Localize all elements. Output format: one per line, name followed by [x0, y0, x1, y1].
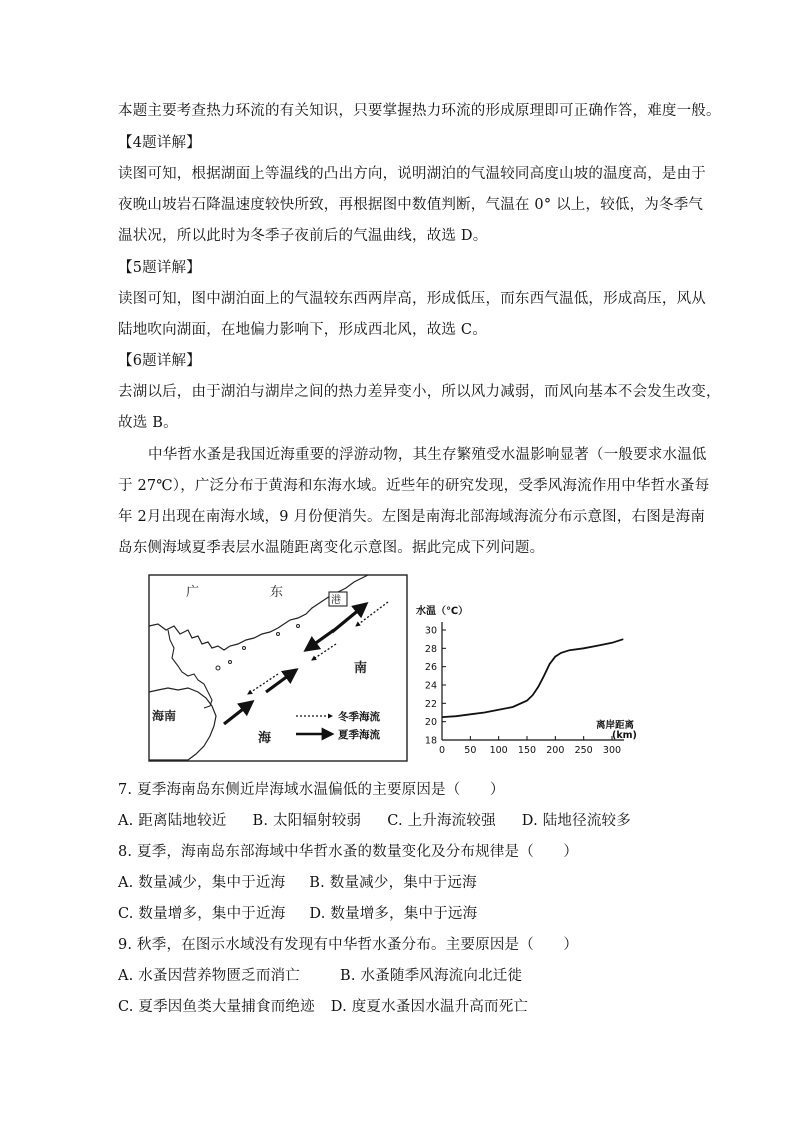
label-hai: 海	[258, 731, 272, 746]
option-9d: D. 度夏水蚤因水温升高而死亡	[330, 999, 529, 1015]
heading-q4-detail: 【4题详解】	[118, 135, 201, 151]
paragraph-q4-line1: 读图可知，根据湖面上等温线的凸出方向，说明湖泊的气温较同高度山坡的温度高，是由于	[118, 166, 706, 182]
label-guang: 广	[186, 585, 200, 600]
question-9-options-row2	[118, 997, 688, 1017]
option-9a: A. 水蚤因营养物匮乏而消亡	[118, 968, 300, 984]
y-axis-label: 水温（℃）	[416, 606, 469, 617]
y-tick-label: 30	[424, 625, 437, 637]
paragraph-summary: 本题主要考查热力环流的有关知识，只要掌握热力环流的形成原理即可正确作答，难度一般。	[118, 103, 721, 119]
option-8c: C. 数量增多，集中于近海	[118, 906, 286, 922]
label-hainan: 海南	[152, 709, 177, 723]
option-7b: B. 太阳辐射较弱	[252, 813, 362, 829]
material-line1: 中华哲水蚤是我国近海重要的浮游动物，其生存繁殖受水温影响显著（一般要求水温低	[148, 447, 707, 463]
question-8-stem: 8. 夏季，海南岛东部海域中华哲水蚤的数量变化及分布规律是（ ）	[118, 844, 579, 860]
paragraph-q4-line3: 温状况，所以此时为冬季子夜前后的气温曲线，故选 D。	[118, 228, 488, 244]
question-7-options	[118, 811, 688, 831]
option-8a: A. 数量减少，集中于近海	[118, 875, 286, 891]
option-8b: B. 数量减少，集中于远海	[309, 875, 477, 891]
question-8-options-row2	[118, 904, 688, 924]
option-9c: C. 夏季因鱼类大量捕食而绝迹	[118, 999, 315, 1015]
label-nan: 南	[354, 661, 368, 676]
paragraph-q4-line2: 夜晚山坡岩石降温速度较快所致，再根据图中数值判断，气温在 0° 以上，较低，为冬季气	[118, 197, 704, 213]
y-tick-label: 20	[424, 717, 437, 729]
x-tick-label: 300	[602, 745, 622, 756]
paragraph-q5-line2: 陆地吹向湖面，在地偏力影响下，形成西北风，故选 C。	[118, 322, 487, 338]
label-dong: 东	[270, 585, 284, 600]
y-tick-label: 26	[424, 662, 437, 674]
legend-summer-label: 夏季海流	[338, 729, 380, 741]
x-tick-label: 0	[438, 745, 446, 756]
heading-q6-detail: 【6题详解】	[118, 353, 201, 369]
y-tick-label: 28	[424, 643, 437, 655]
material-line2: 于 27℃），广泛分布于黄海和东海水域。近些年的研究发现，受季风海流作用中华哲水蚤每	[118, 478, 710, 494]
temperature-curve	[442, 639, 623, 717]
option-7d: D. 陆地径流较多	[521, 813, 631, 829]
heading-q5-detail: 【5题详解】	[118, 260, 201, 276]
option-9b: B. 水蚤随季风海流向北迁徙	[340, 968, 523, 984]
question-7-stem: 7. 夏季海南岛东侧近岸海域水温偏低的主要原因是（ ）	[118, 782, 505, 798]
question-9-stem: 9. 秋季，在图示水域没有发现有中华哲水蚤分布。主要原因是（ ）	[118, 937, 579, 953]
material-line4: 岛东侧海域夏季表层水温随距离变化示意图。据此完成下列问题。	[118, 540, 545, 556]
south-china-sea-current-map	[148, 574, 408, 762]
x-axis-label: 离岸距离	[596, 720, 635, 731]
y-tick-label: 22	[424, 698, 437, 710]
option-8d: D. 数量增多，集中于远海	[309, 906, 478, 922]
paragraph-q6-line1: 去湖以后，由于湖泊与湖岸之间的热力差异变小，所以风力减弱，而风向基本不会发生改变，	[118, 384, 721, 400]
x-axis-unit: (km)	[612, 730, 637, 741]
legend-winter-label: 冬季海流	[338, 711, 380, 723]
x-tick-label: 50	[464, 745, 477, 756]
option-7a: A. 距离陆地较近	[118, 813, 227, 829]
question-8-options-row1	[118, 873, 688, 893]
water-temperature-chart	[414, 600, 646, 770]
x-tick-label: 100	[489, 745, 508, 756]
x-tick-label: 200	[546, 745, 565, 756]
hong-kong-label: 港	[331, 595, 341, 606]
material-line3: 年 2月出现在南海水域，9 月份便消失。左图是南海北部海域海流分布示意图，右图是海南	[118, 509, 706, 525]
option-7c: C. 上升海流较强	[387, 813, 496, 829]
paragraph-q6-line2: 故选 B。	[118, 415, 178, 431]
x-tick-label: 150	[517, 745, 537, 756]
y-tick-label: 18	[424, 735, 437, 747]
y-tick-label: 24	[424, 680, 437, 692]
x-tick-label: 250	[574, 745, 593, 756]
paragraph-q5-line1: 读图可知，图中湖泊面上的气温较东西两岸高，形成低压，而东西气温低，形成高压，风从	[118, 291, 706, 307]
question-9-options-row1	[118, 966, 688, 986]
